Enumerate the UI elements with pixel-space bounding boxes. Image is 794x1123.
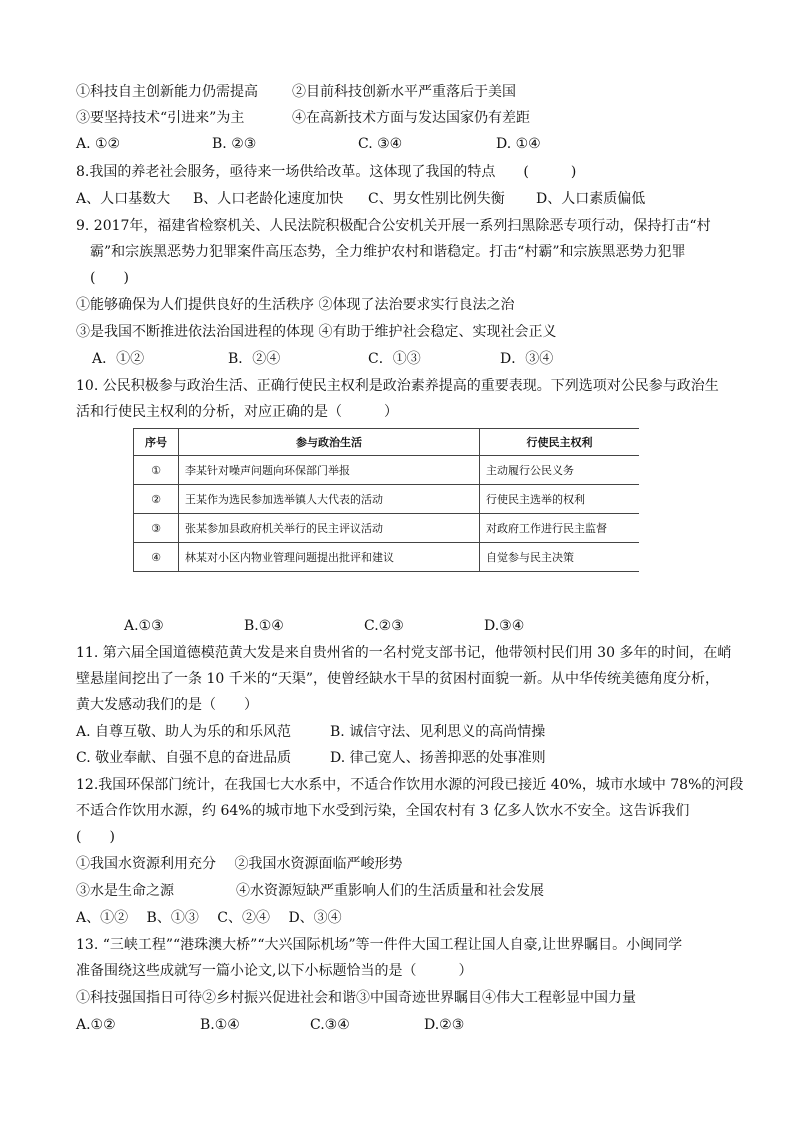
table-cell: ③: [134, 514, 179, 543]
table-cell: 张某参加县政府机关举行的民主评议活动: [179, 514, 480, 543]
q11-stem-line-3: 黄大发感动我们的是（ ）: [76, 697, 258, 713]
q8-option-a: A、人口基数大: [76, 191, 171, 207]
q10-stem-line-2: 活和行使民主权利的分析，对应正确的是（ ）: [76, 404, 398, 420]
q13-option-c: C.③④: [310, 1017, 350, 1033]
table-row: [134, 543, 640, 572]
table-row: [134, 485, 640, 514]
q12-statement-3: ③水是生命之源: [76, 883, 174, 899]
q9-option-a: A．①②: [92, 351, 145, 367]
q13-option-a: A.①②: [76, 1017, 116, 1033]
q10-stem-line-1: 10. 公民积极参与政治生活、正确行使民主权利是政治素养提高的重要表现。下列选项对公民参与政治生: [76, 378, 719, 394]
q10-option-d: D.③④: [484, 618, 525, 634]
q11-option-b: B. 诚信守法、见利思义的高尚情操: [330, 724, 546, 740]
q9-option-c: C．①③: [368, 351, 421, 367]
q13-option-d: D.②③: [424, 1017, 465, 1033]
q8-stem: 8.我国的养老社会服务，亟待来一场供给改革。这体现了我国的特点 ( ): [76, 164, 577, 180]
table-cell: 主动履行公民义务: [480, 456, 640, 485]
table-row: [134, 456, 640, 485]
q13-stem-line-1: 13. “三峡工程”“港珠澳大桥”“大兴国际机场”等一件件大国工程让国人自豪,让世界瞩目。小闽同学: [76, 937, 683, 953]
q11-option-c: C. 敬业奉献、自强不息的奋进品质: [76, 750, 292, 766]
table-cell: 自觉参与民主决策: [480, 543, 640, 572]
q7-option-b: B. ②③: [212, 136, 257, 152]
q10-option-c: C.②③: [364, 618, 404, 634]
q10-table: [133, 428, 639, 572]
table-cell: ①: [134, 456, 179, 485]
q9-option-b: B．②④: [228, 351, 281, 367]
table-cell: ④: [134, 543, 179, 572]
table-cell: 行使民主选举的权利: [480, 485, 640, 514]
table-cell: 李某针对噪声问题向环保部门举报: [179, 456, 480, 485]
table-cell: 对政府工作进行民主监督: [480, 514, 640, 543]
q10-option-b: B.①④: [244, 618, 284, 634]
q12-stem-line-1: 12.我国环保部门统计，在我国七大水系中，不适合作饮用水源的河段已接近 40%，城市水域中 78%的河段: [76, 777, 744, 793]
q12-statement-4: ④水资源短缺严重影响人们的生活质量和社会发展: [236, 883, 544, 899]
q8-option-b: B、人口老龄化速度加快: [193, 191, 344, 207]
table-cell: 林某对小区内物业管理问题提出批评和建议: [179, 543, 480, 572]
q7-option-c: C. ③④: [358, 136, 403, 152]
table-row: [134, 514, 640, 543]
table-header: 序号: [134, 429, 179, 456]
q9-statements-3-4: ③是我国不断推进依法治国进程的体现 ④有助于维护社会稳定、实现社会正义: [76, 324, 557, 340]
q9-option-d: D．③④: [500, 351, 554, 367]
q11-stem-line-1: 11. 第六届全国道德模范黄大发是来自贵州省的一名村党支部书记，他带领村民们用 30 多年的时间，在峭: [76, 645, 732, 661]
table-cell: ②: [134, 485, 179, 514]
q9-statements-1-2: ①能够确保为人们提供良好的生活秩序 ②体现了法治要求实行良法之治: [76, 297, 515, 313]
table-header: 行使民主权利: [480, 429, 640, 456]
q13-stem-line-2: 准备围绕这些成就写一篇小论文,以下小标题恰当的是（ ）: [76, 963, 473, 979]
q12-stem-line-2: 不适合作饮用水源，约 64%的城市地下水受到污染，全国农村有 3 亿多人饮水不安全。这告诉我们: [76, 803, 690, 819]
q13-option-b: B.①④: [200, 1017, 240, 1033]
q10-option-a: A.①③: [124, 618, 164, 634]
table-cell: 王某作为选民参加选举镇人大代表的活动: [179, 485, 480, 514]
q9-stem-line-2: 霸”和宗族黑恶势力犯罪案件高压态势，全力维护农村和谐稳定。打击“村霸”和宗族黑恶势力犯罪: [90, 244, 686, 260]
q7-statement-1: ①科技自主创新能力仍需提高: [76, 84, 258, 100]
q7-option-a: A. ①②: [76, 136, 121, 152]
q12-statements-1-2: ①我国水资源利用充分 ②我国水资源面临严峻形势: [76, 856, 403, 872]
table-header-row: [134, 429, 640, 456]
q9-stem-line-3: ( ): [90, 270, 129, 286]
q11-option-d: D. 律己宽人、扬善抑恶的处事准则: [330, 750, 546, 766]
q8-option-d: D、人口素质偏低: [536, 191, 646, 207]
table-header: 参与政治生活: [179, 429, 480, 456]
q12-stem-line-3: ( ): [76, 829, 115, 845]
q7-statement-4: ④在高新技术方面与发达国家仍有差距: [292, 110, 530, 126]
q12-options: A、①② B、①③ C、②④ D、③④: [76, 910, 342, 926]
q11-option-a: A. 自尊互敬、助人为乐的和乐风范: [76, 724, 292, 740]
q7-statement-2: ②目前科技创新水平严重落后于美国: [292, 84, 516, 100]
q7-statement-3: ③要坚持技术“引进来”为主: [76, 110, 245, 126]
q7-option-d: D. ①④: [496, 136, 541, 152]
q13-statements: ①科技强国指日可待②乡村振兴促进社会和谐③中国奇迹世界瞩目④伟大工程彰显中国力量: [76, 990, 636, 1006]
q9-stem-line-1: 9. 2017年，福建省检察机关、人民法院积极配合公安机关开展一系列扫黑除恶专项行动，保持打击“村: [76, 218, 711, 234]
q8-option-c: C、男女性别比例失衡: [368, 191, 505, 207]
q11-stem-line-2: 壁悬崖间挖出了一条 10 千米的“天渠”，使曾经缺水干旱的贫困村面貌一新。从中华传统美德角度分析，: [76, 671, 720, 687]
